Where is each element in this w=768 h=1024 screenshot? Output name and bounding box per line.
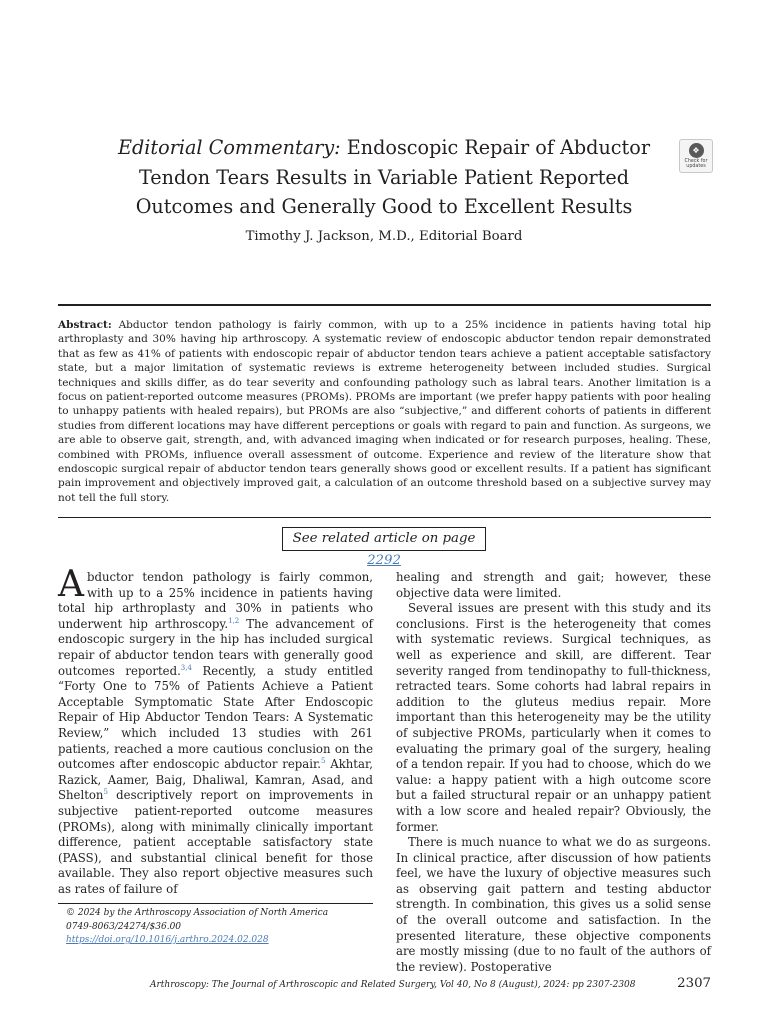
- badge-line-2: updates: [686, 164, 706, 170]
- body-paragraph: healing and strength and gait; however, these objective data were limited.: [396, 570, 711, 600]
- check-for-updates-badge[interactable]: [679, 139, 713, 173]
- footnote-rule: [58, 903, 373, 904]
- body-column-left: [58, 564, 373, 897]
- reference-link[interactable]: 1,2: [228, 616, 240, 625]
- reference-link[interactable]: 5: [103, 788, 108, 797]
- body-text: Akhtar, Razick, Aamer, Baig, Dhaliwal, Kamran, Asad, and Shelton: [58, 757, 373, 803]
- body-text: descriptively report on improvements in subjective patient-reported outcome measures (PROMs), along with minimally clinically important difference, patient acceptable satisfactory state (PASS), and substantial clinical benefit for those available. They also report objective measures such as rates of failure of: [58, 788, 373, 896]
- body-text: bductor tendon pathology is fairly common, with up to a 25% incidence in patients having total hip arthroplasty and 30% in patients who underwent hip arthroscopy.: [58, 570, 373, 631]
- reference-link[interactable]: 3,4: [180, 663, 192, 672]
- badge-line-1: Check for: [684, 159, 708, 164]
- body-column-right: [396, 570, 711, 975]
- bookmark-icon: ❖: [689, 143, 704, 158]
- abstract-label: Abstract:: [58, 319, 112, 331]
- abstract-text: Abductor tendon pathology is fairly common, with up to a 25% incidence in patients having total hip arthroplasty and 30% having hip arthroscopy. A systematic review of endoscopic abductor tendon repair demonstrated that as few as 41% of patients with endoscopic repair of abductor tendon tears achieve a patient acceptable satisfactory state, but a major limitation of systematic reviews is extreme heterogeneity between included studies. Surgical techniques and skills differ, as do tear severity and confounding pathology such as labral tears. Another limitation is a focus on patient-reported outcome measures (PROMs). PROMs are important (we prefer happy patients with poor healing to unhappy patients with healed repairs), but PROMs are also “subjective,” and different cohorts of patients in different studies from different locations may have different perceptions or goals with regard to pain and function. As surgeons, we are able to observe gait, strength, and, with advanced imaging when indicated or for research purposes, healing. These, combined with PROMs, influence overall assessment of outcome. Experience and review of the literature show that endoscopic surgical repair of abductor tendon tears generally shows good or excellent results. If a patient has significant pain improvement and objectively improved gait, a calculation of an outcome threshold based on a subjective survey may not tell the full story.: [58, 319, 711, 504]
- body-paragraph: There is much nuance to what we do as surgeons. In clinical practice, after discussion of how patients feel, we have the luxury of objective measures such as observing gait pattern and testing abductor strength. In combination, this gives us a solid sense of the overall outcome and satisfaction. In the presented literature, these objective components are mostly missing (due to no fault of the authors of the review). Postoperative: [396, 835, 711, 974]
- article-title: [100, 133, 668, 222]
- related-article-text: See related article on page: [292, 531, 476, 546]
- title-label: Editorial Commentary:: [118, 136, 341, 159]
- journal-citation-footer: Arthroscopy: The Journal of Arthroscopic and Related Surgery, Vol 40, No 8 (August), 2024: pp 2307-2308: [150, 980, 636, 990]
- body-text: The advancement of endoscopic surgery in the hip has included surgical repair of abductor tendon tears with generally good outcomes reported.: [58, 616, 373, 678]
- page-number: 2307: [677, 976, 711, 991]
- abstract-bottom-rule: [58, 517, 711, 518]
- body-text: Recently, a study entitled “Forty One to 75% of Patients Achieve a Patient Acceptable Symptomatic State After Endoscopic Repair of Hip Abductor Tendon Tears: A Systematic Review,” which included 13 studies with 261 patients, reached a more cautious conclusion on the outcomes after endoscopic abductor repair.: [58, 663, 373, 772]
- copyright-line: © 2024 by the Arthroscopy Association of North America: [66, 908, 329, 918]
- title-text: Endoscopic Repair of Abductor Tendon Tears Results in Variable Patient Reported Outcomes and Generally Good to Excellent Results: [135, 136, 650, 218]
- abstract-top-rule: [58, 304, 711, 306]
- related-article-page-link[interactable]: 2292: [367, 553, 401, 568]
- reference-link[interactable]: 5: [320, 757, 326, 766]
- drop-cap: A: [58, 564, 84, 605]
- abstract: [58, 318, 711, 505]
- body-paragraph: Several issues are present with this study and its conclusions. First is the heterogeneity that comes with systematic reviews. Surgical techniques, as well as experience and skill, are different. Tear severity ranged from tendinopathy to full-thickness, retracted tears. Some cohorts had labral repairs in addition to the gluteus medius repair. More important than this heterogeneity may be the utility of subjective PROMs, particularly when it comes to evaluating the primary goal of the surgery, healing of a tendon repair. If you had to choose, which do we value: a happy patient with a high outcome score but a failed structural repair or an unhappy patient with a low score and healed repair? Obviously, the former.: [396, 601, 711, 834]
- related-article-box: [282, 527, 486, 568]
- doi-link[interactable]: https://doi.org/10.1016/j.arthro.2024.02.028: [66, 935, 269, 945]
- footnote: [66, 907, 376, 948]
- issn-line: 0749-8063/24274/$36.00: [66, 921, 182, 932]
- author-line: Timothy J. Jackson, M.D., Editorial Board: [245, 229, 523, 244]
- body-paragraph: [58, 564, 373, 897]
